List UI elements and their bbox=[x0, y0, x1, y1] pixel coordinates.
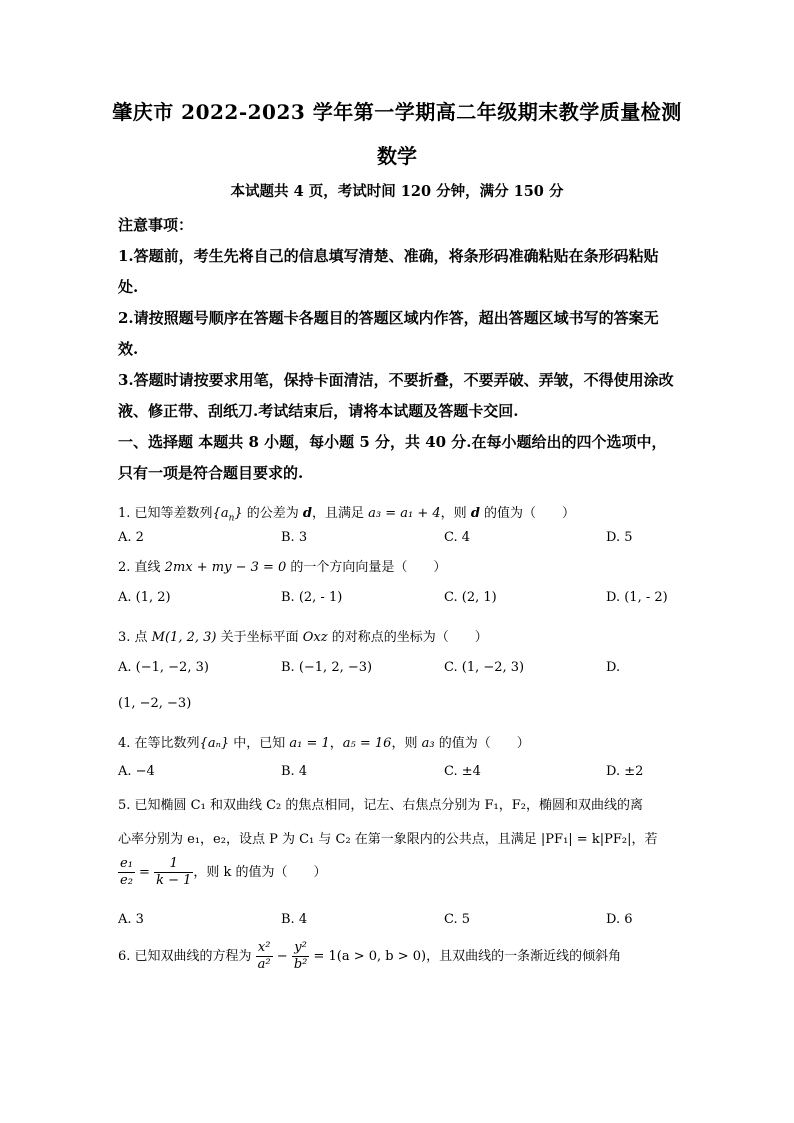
question-2 bbox=[118, 556, 683, 575]
option-d: D. ±2 bbox=[606, 764, 644, 779]
instruction-item: 3.答题时请按要求用笔，保持卡面清洁，不要折叠，不要弄破、弄皱，不得使用涂改液、修正带、刮纸刀.考试结束后，请将本试题及答题卡交回. bbox=[118, 371, 674, 420]
question-text: ，则 bbox=[391, 736, 422, 751]
math-expr: M(1, 2, 3) bbox=[151, 630, 217, 645]
option-b: B. (−1, 2, −3) bbox=[281, 660, 373, 675]
math-expr: = bbox=[134, 865, 155, 880]
instructions-heading: 注意事项： bbox=[118, 216, 194, 234]
question-text: 的值为（ ） bbox=[434, 736, 530, 751]
option-b: B. 4 bbox=[281, 764, 308, 779]
option-c: C. (2, 1) bbox=[444, 590, 497, 605]
fraction: $\frac{\text{x²}}{\text{a²}}$ bbox=[257, 940, 271, 972]
exam-meta: 本试题共 4 页，考试时间 120 分钟，满分 150 分 bbox=[230, 183, 564, 200]
question-text: 中，已知 bbox=[229, 736, 290, 751]
question-text: 的公差为 bbox=[242, 506, 303, 521]
math-expr: a₅ = 16 bbox=[342, 736, 392, 751]
math-expr: Oxz bbox=[302, 630, 328, 645]
option-d: D. 6 bbox=[606, 912, 633, 927]
option-a: A. 2 bbox=[118, 530, 144, 545]
question-text: 3. 点 bbox=[118, 630, 152, 645]
question-5-line-2: 心率分别为 e₁，e₂，设点 P 为 C₁ 与 C₂ 在第一象限内的公共点，且满足 |PF₁| = k|PF₂|，若 bbox=[118, 832, 658, 847]
question-text: 2. 直线 bbox=[118, 560, 165, 575]
option-c: C. 4 bbox=[444, 530, 471, 545]
fraction: $\frac{\text{y²}}{\text{b²}}$ bbox=[293, 940, 308, 972]
option-d: D. 5 bbox=[606, 530, 633, 545]
question-4 bbox=[118, 732, 683, 751]
section-heading: 一、选择题 本题共 8 小题，每小题 5 分，共 40 分.在每小题给出的四个选项中，只有一项是符合题目要求的. bbox=[118, 433, 667, 482]
instruction-item: 2.请按照题号顺序在答题卡各题目的答题区域内作答，超出答题区域书写的答案无效. bbox=[118, 309, 659, 358]
question-text: ，则 bbox=[440, 506, 471, 521]
math-expr: {aₙ} bbox=[199, 736, 230, 751]
math-expr: 2mx + my − 3 = 0 bbox=[164, 560, 287, 575]
exam-title: 肇庆市 2022-2023 学年第一学期高二年级期末教学质量检测 bbox=[112, 100, 682, 124]
question-text: ，则 k 的值为（ ） bbox=[193, 865, 327, 880]
question-text: ， bbox=[329, 736, 343, 751]
option-a: A. −4 bbox=[118, 764, 155, 779]
option-a: A. (−1, −2, 3) bbox=[118, 660, 209, 675]
option-a: A. 3 bbox=[118, 912, 144, 927]
exam-subject: 数学 bbox=[377, 144, 417, 168]
math-var: d bbox=[470, 506, 480, 521]
math-expr: − bbox=[272, 949, 292, 964]
math-var: d bbox=[302, 506, 313, 521]
option-c: C. ±4 bbox=[444, 764, 481, 779]
question-text: 的值为（ ） bbox=[479, 506, 576, 521]
question-text: 关于坐标平面 bbox=[216, 630, 303, 645]
math-expr: a₃ = a₁ + 4 bbox=[368, 506, 441, 521]
option-b: B. 3 bbox=[281, 530, 308, 545]
question-text: 的一个方向向量是（ ） bbox=[286, 560, 447, 575]
math-expr: a₃ bbox=[421, 736, 435, 751]
question-5-line-3 bbox=[118, 856, 683, 889]
question-text: = 1(a > 0, b > 0)，且双曲线的一条渐近线的倾斜角 bbox=[309, 949, 622, 964]
fraction: $\frac{1}{k - 1}$ bbox=[156, 856, 192, 888]
question-text: 6. 已知双曲线的方程为 bbox=[118, 949, 256, 964]
fraction: $\frac{\text{e₁}}{\text{e₂}}$ bbox=[120, 856, 133, 888]
option-d: D. bbox=[606, 660, 621, 675]
option-d: D. (1, - 2) bbox=[606, 590, 668, 605]
math-expr: $\{a_n\}$ bbox=[212, 506, 243, 524]
instructions bbox=[118, 210, 678, 489]
option-b: B. (2, - 1) bbox=[281, 590, 343, 605]
question-3 bbox=[118, 626, 683, 645]
option-c: C. 5 bbox=[444, 912, 471, 927]
question-5-line-1: 5. 已知椭圆 C₁ 和双曲线 C₂ 的焦点相同，记左、右焦点分别为 F₁，F₂，椭圆和双曲线的离 bbox=[118, 798, 643, 813]
option-b: B. 4 bbox=[281, 912, 308, 927]
option-a: A. (1, 2) bbox=[118, 590, 171, 605]
instruction-item: 1.答题前，考生先将自己的信息填写清楚、准确，将条形码准确粘贴在条形码粘贴处. bbox=[118, 247, 659, 296]
option-d-value: (1, −2, −3) bbox=[118, 696, 192, 711]
question-1 bbox=[118, 502, 683, 524]
question-text: 4. 在等比数列 bbox=[118, 736, 200, 751]
math-expr: a₁ = 1 bbox=[289, 736, 330, 751]
question-text: ，且满足 bbox=[312, 506, 369, 521]
question-text: 1. 已知等差数列 bbox=[118, 506, 213, 521]
option-c: C. (1, −2, 3) bbox=[444, 660, 525, 675]
question-6 bbox=[118, 940, 683, 973]
question-text: 的对称点的坐标为（ ） bbox=[327, 630, 488, 645]
